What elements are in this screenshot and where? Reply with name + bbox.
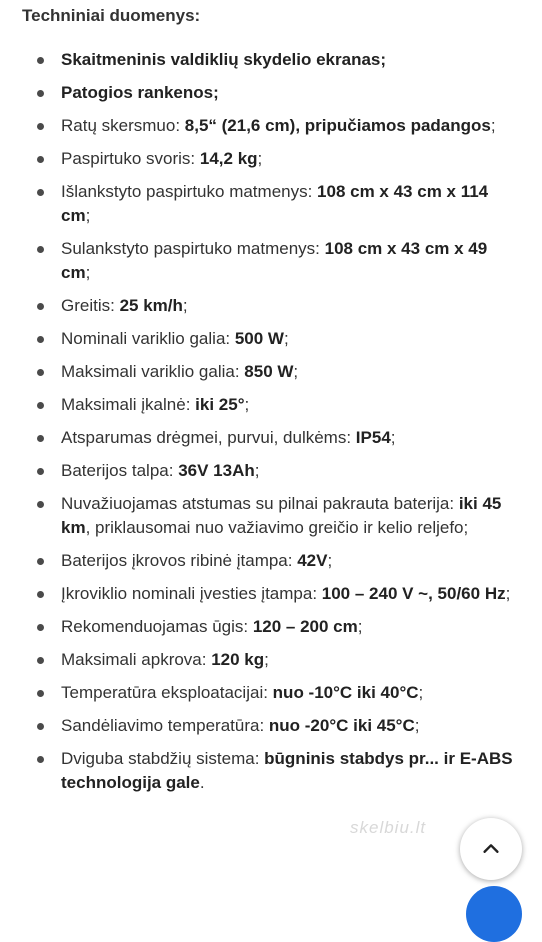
bullet-icon [37,435,44,442]
spec-label: Baterijos įkrovos ribinė įtampa: [61,551,298,570]
spec-suffix: ; [505,584,511,603]
spec-item [22,48,518,72]
scroll-to-top-button[interactable] [460,818,522,880]
spec-suffix: , priklausomai nuo važiavimo greičio ir kelio reljefo; [85,518,469,537]
spec-label: Maksimali apkrova: [61,650,212,669]
spec-suffix: ; [357,617,363,636]
spec-suffix: ; [418,683,424,702]
bullet-icon [37,690,44,697]
spec-value: nuo -20°C iki 45°C [268,716,415,735]
spec-label: Rekomenduojamas ūgis: [61,617,253,636]
spec-label: Temperatūra eksploatacijai: [61,683,273,702]
spec-value: nuo -10°C iki 40°C [272,683,419,702]
bullet-icon [37,624,44,631]
spec-label: Ratų skersmuo: [61,116,185,135]
spec-label: Įkroviklio nominali įvesties įtampa: [61,584,322,603]
bullet-icon [37,468,44,475]
bullet-icon [37,57,44,64]
spec-value: 25 km/h [119,296,183,315]
spec-suffix: ; [264,650,269,669]
spec-label: Sulankstyto paspirtuko matmenys: [61,239,325,258]
spec-value: 36V 13Ah [178,461,255,480]
bullet-icon [37,723,44,730]
section-heading: Techniniai duomenys: [22,6,201,25]
spec-label: Dviguba stabdžių sistema: [61,749,265,768]
spec-item [22,237,518,285]
spec-suffix: ; [85,206,91,225]
spec-label: Paspirtuko svoris: [61,149,200,168]
spec-label: Maksimali įkalnė: [61,395,196,414]
spec-suffix: ; [254,461,260,480]
spec-value: IP54 [355,428,391,447]
spec-item [22,549,518,573]
spec-suffix: ; [490,116,496,135]
chevron-up-icon [480,838,502,860]
bullet-icon [37,402,44,409]
spec-label: Maksimali variklio galia: [61,362,245,381]
bullet-icon [37,558,44,565]
spec-label: Atsparumas drėgmei, purvui, dulkėms: [61,428,356,447]
spec-suffix: ; [414,716,420,735]
spec-label: Išlankstyto paspirtuko matmenys: [61,182,318,201]
bullet-icon [37,156,44,163]
spec-value: iki 45 km [61,494,502,537]
bullet-icon [37,369,44,376]
spec-value: 108 cm x 43 cm x 49 cm [61,239,488,282]
spec-item [22,114,518,138]
spec-value: Patogios rankenos; [61,83,219,102]
bullet-icon [37,303,44,310]
spec-item [22,180,518,228]
spec-suffix: ; [257,149,263,168]
spec-value: 108 cm x 43 cm x 114 cm [61,182,489,225]
bullet-icon [37,123,44,130]
spec-label: Greitis: [61,296,120,315]
spec-item [22,393,518,417]
spec-item [22,294,518,318]
spec-value: 42V [297,551,328,570]
spec-value: 14,2 kg [199,149,258,168]
spec-value: 120 kg [211,650,265,669]
spec-item [22,459,518,483]
spec-item [22,426,518,450]
spec-value: 850 W [244,362,294,381]
spec-value: 8,5“ (21,6 cm), pripučiamos padangos [184,116,491,135]
bullet-icon [37,591,44,598]
chat-button[interactable] [466,886,522,942]
spec-suffix: . [199,773,205,792]
spec-label: Nominali variklio galia: [61,329,235,348]
bullet-icon [37,90,44,97]
spec-suffix: ; [327,551,333,570]
watermark: skelbiu.lt [350,818,427,837]
spec-suffix: ; [182,296,188,315]
spec-item [22,615,518,639]
spec-suffix: ; [244,395,250,414]
bullet-icon [37,501,44,508]
spec-label: Sandėliavimo temperatūra: [61,716,269,735]
spec-suffix: ; [390,428,396,447]
spec-list [22,48,518,795]
spec-value: 120 – 200 cm [252,617,358,636]
spec-value: iki 25° [195,395,245,414]
spec-item [22,714,518,738]
spec-item [22,747,518,795]
spec-item [22,147,518,171]
spec-item [22,681,518,705]
spec-item [22,648,518,672]
spec-item [22,81,518,105]
spec-value: 500 W [234,329,284,348]
spec-value: būgninis stabdys pr... ir E-ABS technologija gale [61,749,513,792]
bullet-icon [37,756,44,763]
spec-item [22,582,518,606]
spec-label: Nuvažiuojamas atstumas su pilnai pakrauta baterija: [61,494,459,513]
bullet-icon [37,657,44,664]
spec-label: Baterijos talpa: [61,461,179,480]
spec-item [22,492,518,540]
spec-item [22,360,518,384]
spec-item [22,327,518,351]
spec-value: Skaitmeninis valdiklių skydelio ekranas; [61,50,387,69]
spec-suffix: ; [293,362,299,381]
bullet-icon [37,246,44,253]
bullet-icon [37,336,44,343]
spec-suffix: ; [85,263,91,282]
spec-suffix: ; [283,329,289,348]
bullet-icon [37,189,44,196]
spec-value: 100 – 240 V ~, 50/60 Hz [321,584,506,603]
